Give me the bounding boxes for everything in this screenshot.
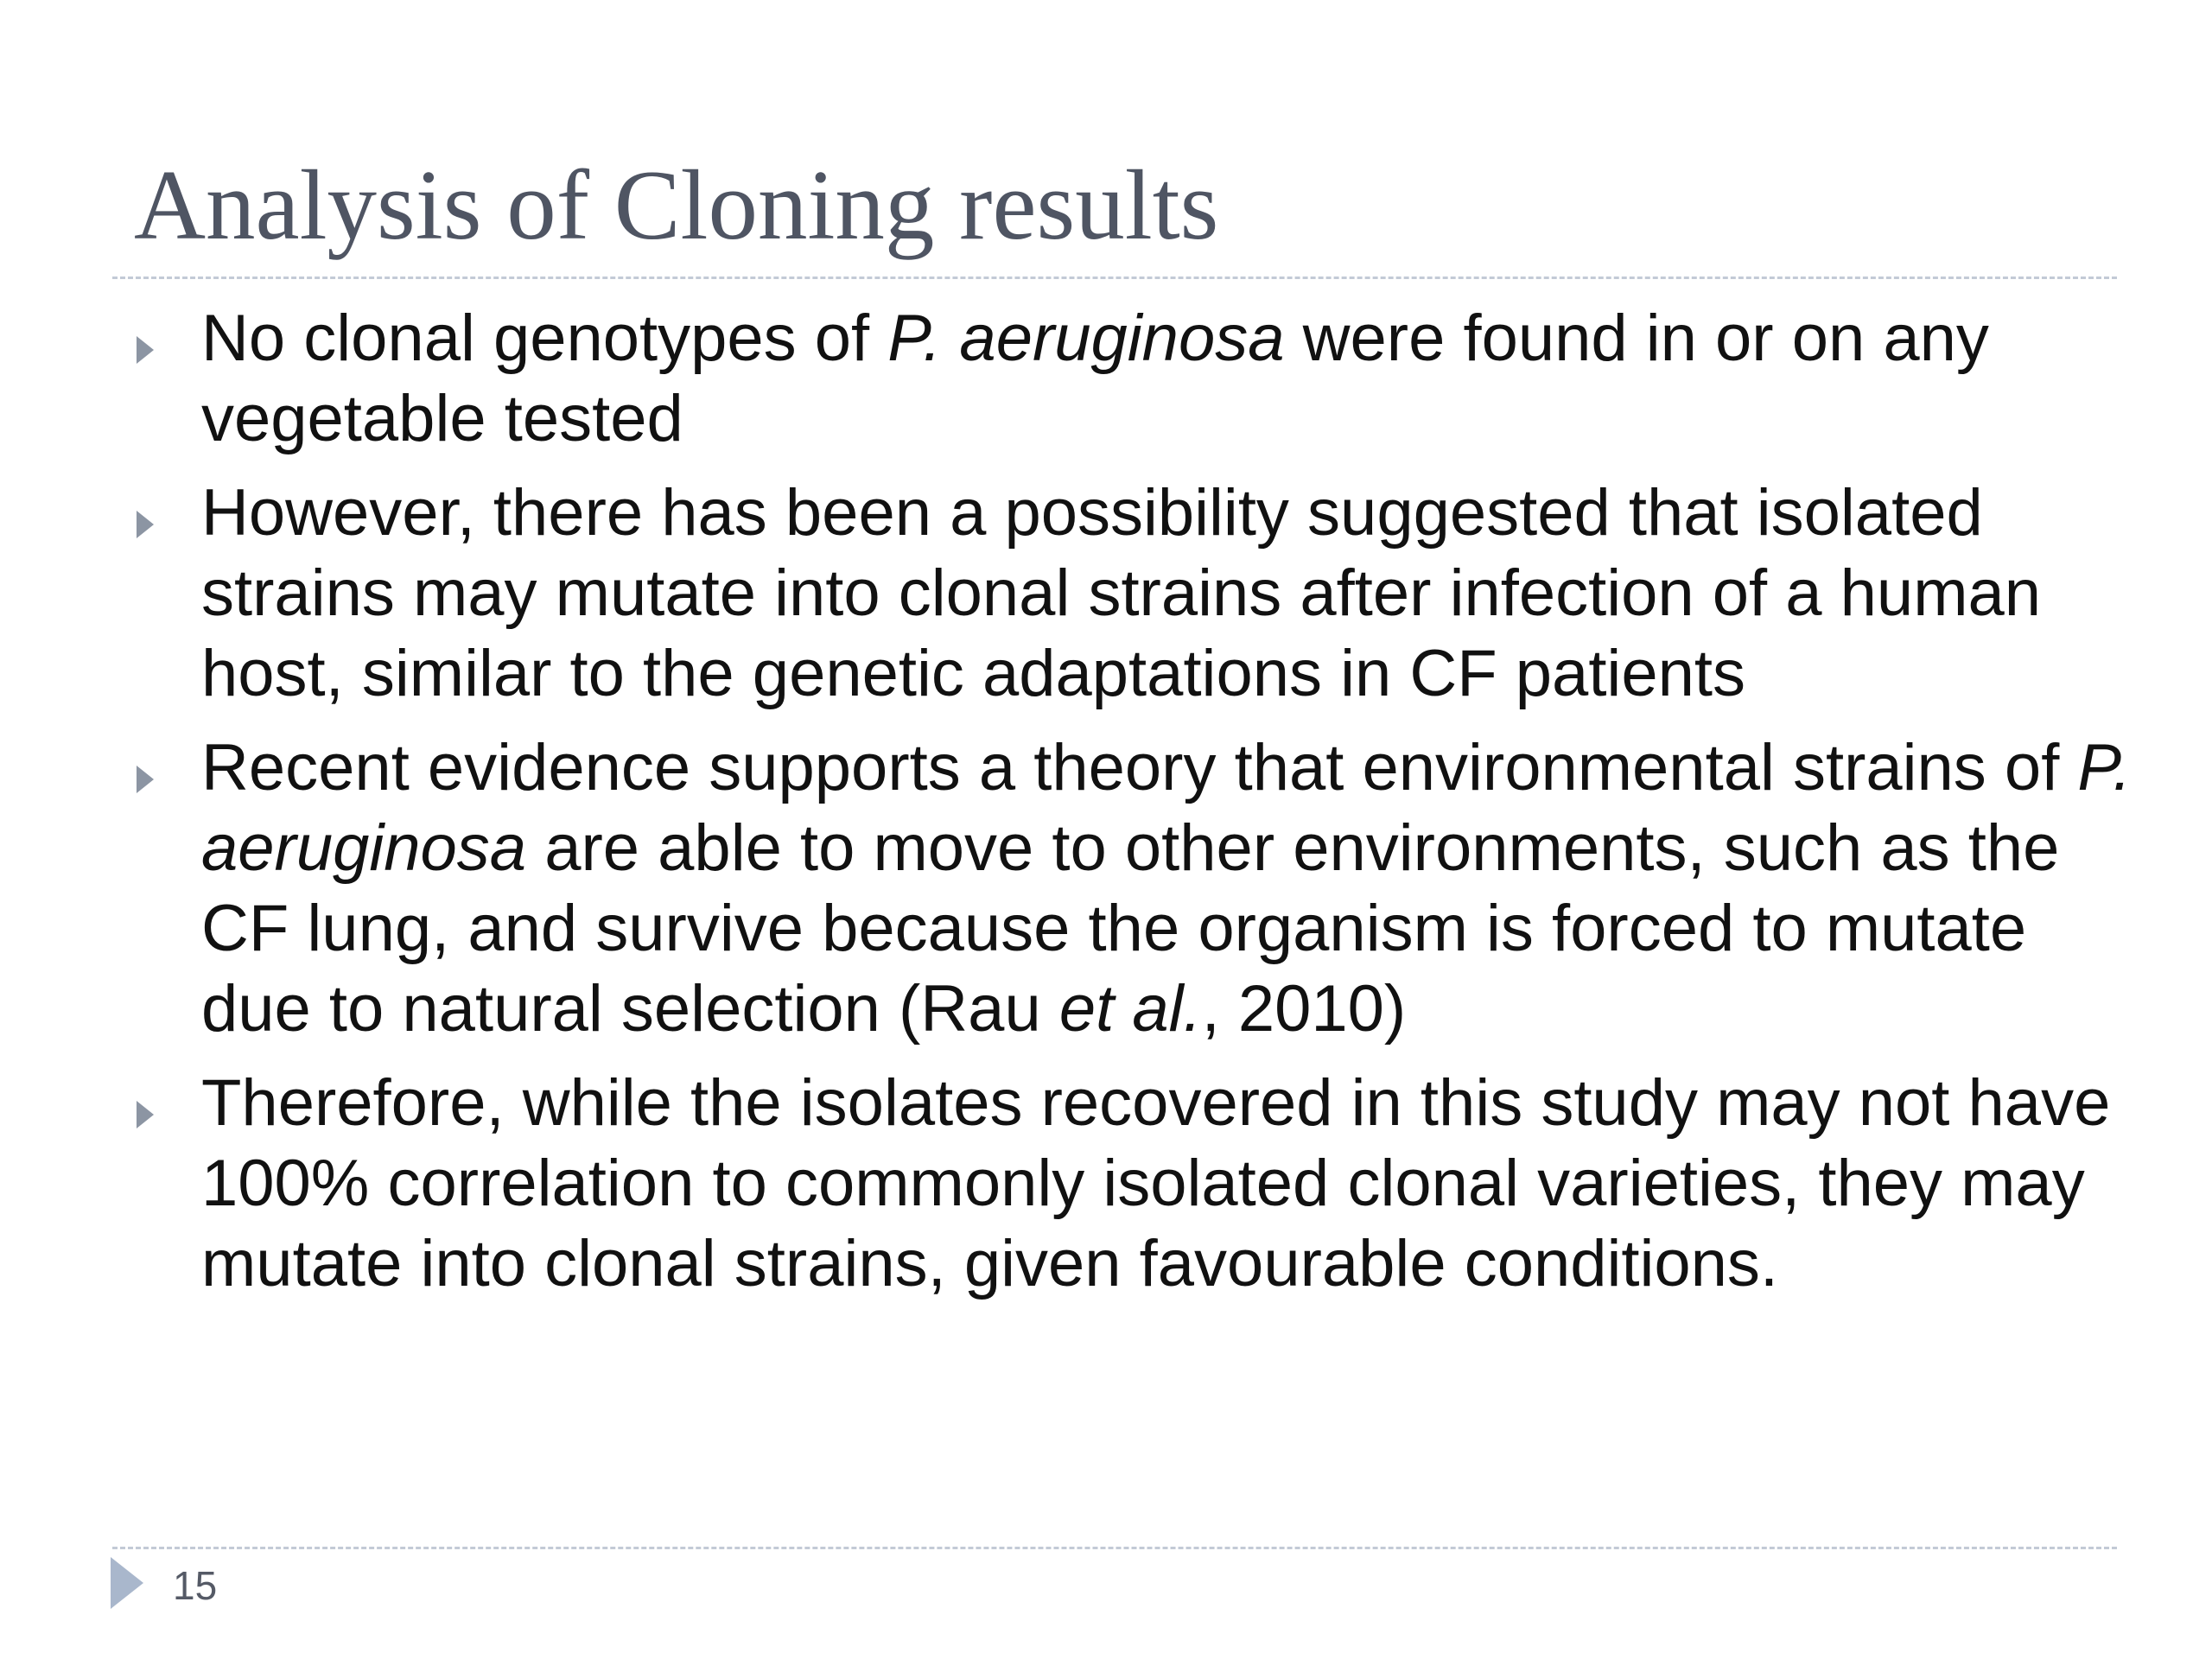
bullet-text-italic-segment: et al. — [1058, 972, 1202, 1046]
bullet-text-segment: are able to move to other environments, such as the CF lung, and survive because the organism is forced to mutate due to natural selection (Rau — [201, 811, 2060, 1046]
bullet-text-italic-segment: P. aeruginosa — [201, 731, 2132, 885]
bullet-text — [201, 1063, 2137, 1304]
bullet-item — [0, 298, 2212, 459]
bullet-arrow-icon — [137, 766, 154, 793]
bullet-text — [201, 728, 2137, 1049]
footer-arrow-icon — [111, 1557, 143, 1609]
slide-title: Analysis of Cloning results — [134, 150, 1219, 260]
bullet-text-segment: Recent evidence supports a theory that environmental strains of — [201, 731, 2078, 804]
bullet-item — [0, 728, 2212, 1049]
bullet-arrow-icon — [137, 1101, 154, 1128]
bullet-text-italic-segment: P. aeruginosa — [887, 302, 1285, 375]
title-divider — [112, 276, 2117, 279]
bullet-text-segment: However, there has been a possibility suggested that isolated strains may mutate into clonal strains after infection of a human host, similar to the genetic adaptations in CF patients — [201, 476, 2042, 710]
bullet-arrow-icon — [137, 336, 154, 364]
footer-divider — [112, 1547, 2117, 1549]
bullet-text-segment: , 2010) — [1201, 972, 1407, 1046]
bullet-item — [0, 473, 2212, 714]
bullet-text — [201, 298, 2137, 459]
bullet-arrow-icon — [137, 511, 154, 538]
bullet-text-segment: Therefore, while the isolates recovered in this study may not have 100% correlation to commonly isolated clonal varieties, they may mutate into clonal strains, given favourable conditions. — [201, 1066, 2111, 1300]
bullet-text-segment: were found in or on any vegetable tested — [201, 302, 1989, 455]
bullet-text-segment: No clonal genotypes of — [201, 302, 888, 375]
bullet-list — [0, 298, 2212, 1318]
page-number: 15 — [173, 1563, 218, 1608]
bullet-text — [201, 473, 2137, 714]
bullet-item — [0, 1063, 2212, 1304]
